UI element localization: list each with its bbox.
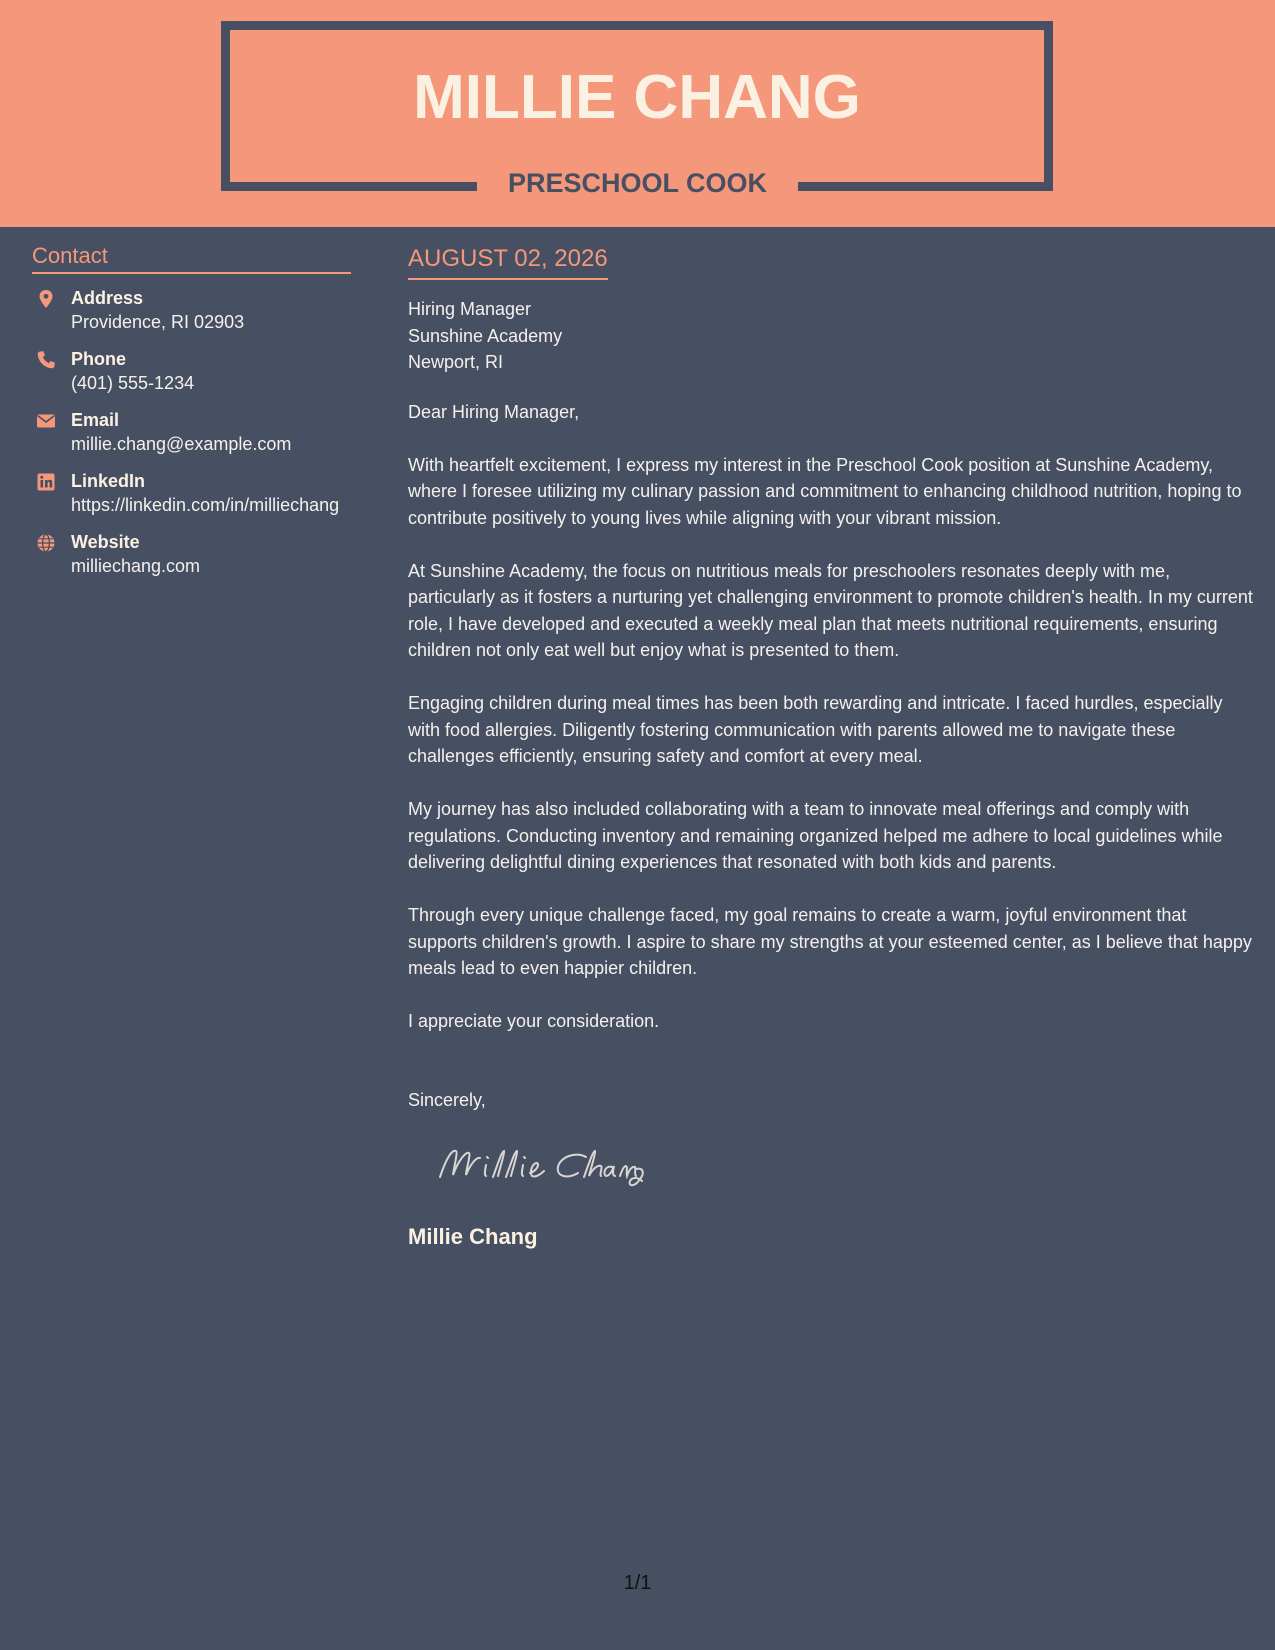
location-pin-icon xyxy=(36,289,56,309)
contact-sidebar xyxy=(32,240,351,591)
paragraph: Through every unique challenge faced, my goal remains to create a warm, joyful environment that supports children's growth. I aspire to share my strengths at your esteemed center, as I believe that happy meals lead to even happier children. xyxy=(408,905,1252,978)
handwritten-signature xyxy=(436,1141,646,1191)
letter-body xyxy=(408,243,1253,1251)
contact-item-email xyxy=(32,408,351,456)
contact-item-website xyxy=(32,530,351,578)
job-title-wrap xyxy=(477,160,798,204)
contact-item-linkedin xyxy=(32,469,351,517)
sign-off: Sincerely, xyxy=(408,1089,486,1110)
contact-value: (401) 555-1234 xyxy=(71,373,195,393)
candidate-name: MILLIE CHANG xyxy=(413,63,861,132)
contact-list xyxy=(32,286,351,578)
page-number: 1/1 xyxy=(623,1572,652,1594)
contact-value: milliechang.com xyxy=(71,556,201,576)
contact-label: LinkedIn xyxy=(71,471,146,491)
recipient-line: Newport, RI xyxy=(408,352,504,372)
recipient-line: Hiring Manager xyxy=(408,299,532,319)
closing-line: I appreciate your consideration. xyxy=(408,1011,660,1031)
contact-value: Providence, RI 02903 xyxy=(71,312,245,332)
recipient-line: Sunshine Academy xyxy=(408,325,563,346)
signed-name: Millie Chang xyxy=(408,1224,538,1249)
contact-value: millie.chang@example.com xyxy=(71,434,292,454)
contact-item-address xyxy=(32,286,351,334)
envelope-icon xyxy=(36,411,56,431)
globe-icon xyxy=(36,533,56,553)
phone-icon xyxy=(36,350,56,370)
paragraph: My journey has also included collaborating with a team to innovate meal offerings and comply with regulations. Conducting inventory and remaining organized helped me adhere to local guidelines while delivering delightful dining experiences that resonated with both kids and parents. xyxy=(408,799,1223,872)
contact-item-phone xyxy=(32,347,351,395)
recipient-block xyxy=(408,296,1253,376)
linkedin-icon xyxy=(36,472,56,492)
paragraph: Engaging children during meal times has been both rewarding and intricate. I faced hurdles, especially with food allergies. Diligently fostering communication with parents allowed me to navigate these challenges efficiently, ensuring safety and comfort at every meal. xyxy=(408,693,1223,766)
contact-value: https://linkedin.com/in/milliechang xyxy=(71,495,340,515)
contact-label: Email xyxy=(71,410,120,430)
contact-label: Website xyxy=(71,532,140,552)
contact-label: Phone xyxy=(71,349,127,369)
paragraph: With heartfelt excitement, I express my interest in the Preschool Cook position at Sunshine Academy, where I foresee utilizing my culinary passion and commitment to enhancing childhood nutrition, hoping to contribute positively to young lives while aligning with your vibrant mission. xyxy=(408,454,1242,528)
contact-label: Address xyxy=(71,288,144,308)
header-banner xyxy=(0,0,1275,227)
greeting: Dear Hiring Manager, xyxy=(408,401,580,422)
letter-date: AUGUST 02, 2026 xyxy=(408,243,608,280)
job-title: PRESCHOOL COOK xyxy=(507,168,768,198)
paragraph: At Sunshine Academy, the focus on nutritious meals for preschoolers resonates deeply with me, particularly as it fosters a nurturing yet challenging environment to promote children's health. In my current role, I have developed and executed a weekly meal plan that meets nutritional requirements, ensuring children not only eat well but enjoy what is presented to them. xyxy=(408,560,1253,660)
contact-heading: Contact xyxy=(32,240,351,274)
